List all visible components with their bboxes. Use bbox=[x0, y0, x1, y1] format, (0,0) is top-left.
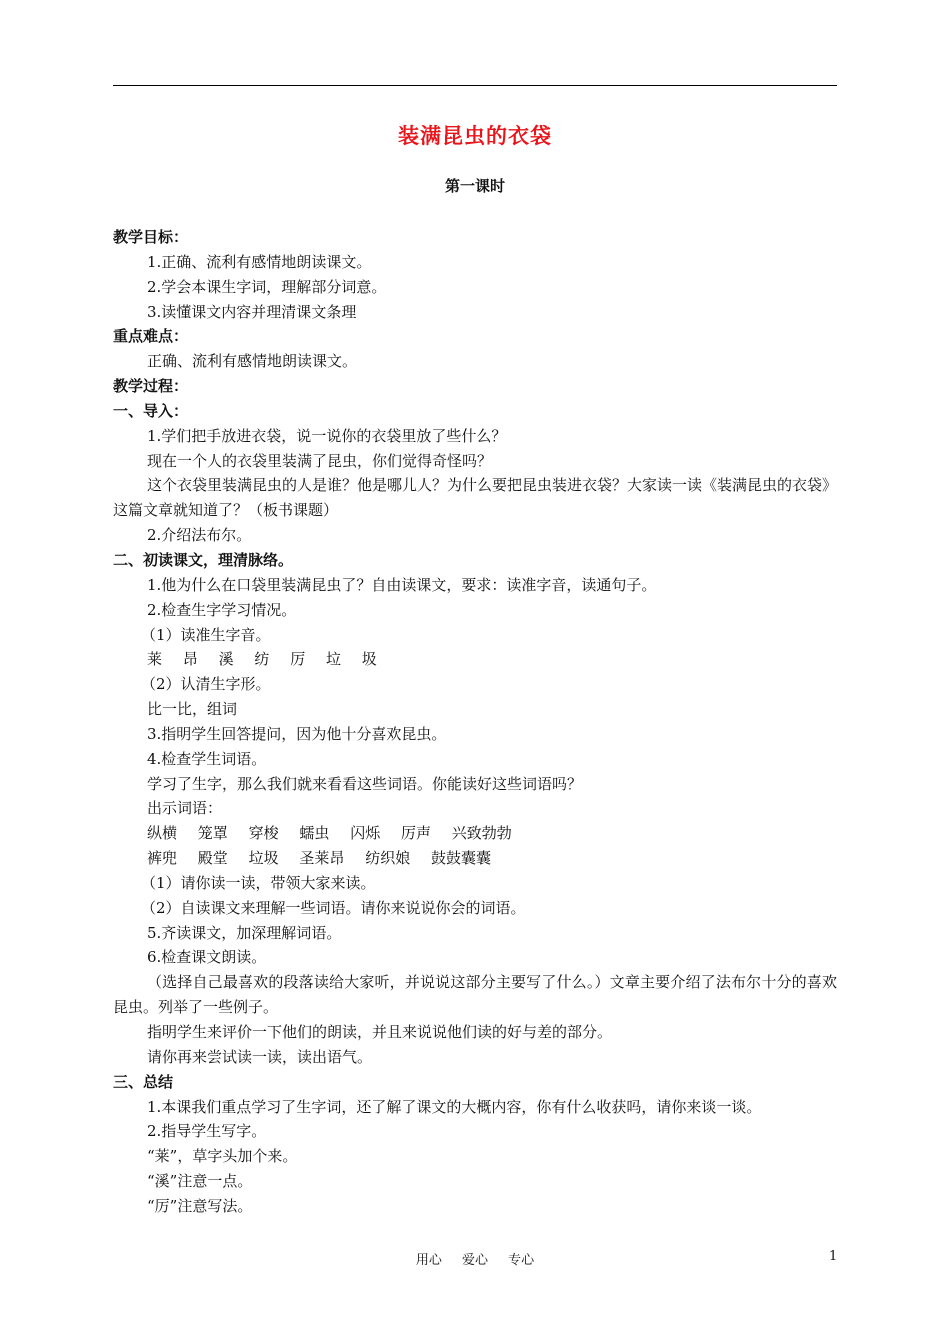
document-body bbox=[113, 225, 837, 1219]
paragraph-line: 现在一个人的衣袋里装满了昆虫，你们觉得奇怪吗？ bbox=[147, 451, 493, 470]
paragraph: （选择自己最喜欢的段落读给大家听，并说说这部分主要写了什么。）文章主要介绍了法布尔十分的喜欢昆虫。列举了一些例子。 bbox=[113, 973, 837, 1017]
footer-text: 用心 bbox=[415, 1253, 442, 1268]
footer-text: 专心 bbox=[508, 1253, 535, 1268]
character: 圾 bbox=[361, 650, 377, 669]
character: 莱 bbox=[147, 650, 163, 669]
paragraph-line: （2）自读课文来理解一些词语。请你来说说你会的词语。 bbox=[141, 898, 526, 917]
goal-item: 2.学会本课生字词，理解部分词意。 bbox=[147, 277, 387, 296]
vocabulary-word: 鼓鼓囊囊 bbox=[430, 849, 491, 868]
paragraph-line: 比一比，组词 bbox=[147, 700, 238, 719]
goal-item: 1.正确、流利有感情地朗读课文。 bbox=[147, 252, 372, 271]
vocabulary-word: 纵横 bbox=[147, 824, 178, 843]
character: 厉 bbox=[290, 650, 306, 669]
paragraph-line: （1）读准生字音。 bbox=[141, 625, 271, 644]
key-text: 正确、流利有感情地朗读课文。 bbox=[147, 352, 358, 371]
vocabulary-word: 垃圾 bbox=[248, 849, 279, 868]
paragraph-line: 1.他为什么在口袋里装满昆虫了？自由读课文，要求：读准字音，读通句子。 bbox=[147, 575, 657, 594]
footer-text: 爱心 bbox=[461, 1253, 488, 1268]
paragraph-line: 5.齐读课文，加深理解词语。 bbox=[147, 923, 342, 942]
vocabulary-word: 纺织娘 bbox=[365, 849, 411, 868]
vocabulary-word: 闪烁 bbox=[350, 824, 381, 843]
character-list bbox=[113, 647, 837, 672]
lesson-subtitle: 第一课时 bbox=[444, 177, 505, 195]
vocabulary-list bbox=[113, 846, 837, 871]
paragraph-line: “厉”注意写法。 bbox=[147, 1196, 253, 1215]
vocabulary-word: 蠕虫 bbox=[299, 824, 330, 843]
paragraph-line: 指明学生来评价一下他们的朗读，并且来说说他们读的好与差的部分。 bbox=[147, 1023, 613, 1041]
vocabulary-list bbox=[113, 821, 837, 846]
paragraph-line: 1.学们把手放进衣袋，说一说你的衣袋里放了些什么？ bbox=[147, 426, 507, 445]
page-footer bbox=[0, 1249, 950, 1268]
goal-item: 3.读懂课文内容并理清课文条理 bbox=[147, 302, 357, 321]
page-number: 1 bbox=[829, 1249, 838, 1264]
character: 垃 bbox=[325, 650, 341, 669]
character: 昂 bbox=[182, 650, 198, 669]
character: 溪 bbox=[218, 650, 234, 669]
goals-heading: 教学目标： bbox=[113, 228, 189, 246]
paragraph-line: 2.指导学生写字。 bbox=[147, 1122, 267, 1141]
document-title: 装满昆虫的衣袋 bbox=[398, 124, 552, 148]
vocabulary-word: 殿堂 bbox=[197, 849, 228, 868]
paragraph-line: 1.本课我们重点学习了生字词，还了解了课文的大概内容，你有什么收获吗，请你来谈一谈。 bbox=[147, 1097, 762, 1116]
paragraph-line: 2.检查生字学习情况。 bbox=[147, 600, 297, 619]
process-heading: 教学过程： bbox=[113, 377, 189, 396]
paragraph: 这个衣袋里装满昆虫的人是谁？他是哪儿人？为什么要把昆虫装进衣袋？大家读一读《装满昆虫的衣袋》这篇文章就知道了？（板书课题） bbox=[113, 476, 838, 520]
paragraph-line: （1）请你读一读，带领大家来读。 bbox=[141, 873, 376, 892]
section-3-heading: 三、总结 bbox=[113, 1072, 174, 1091]
paragraph-line: 6.检查课文朗读。 bbox=[147, 948, 267, 967]
vocabulary-word: 穿梭 bbox=[248, 824, 279, 843]
paragraph-line: 学习了生字，那么我们就来看看这些词语。你能读好这些词语吗？ bbox=[147, 774, 583, 793]
paragraph-line: 出示词语： bbox=[147, 799, 223, 818]
section-1-heading: 一、导入： bbox=[113, 401, 189, 420]
paragraph-line: “溪”注意一点。 bbox=[147, 1172, 253, 1191]
section-2-heading: 二、初读课文，理清脉络。 bbox=[113, 550, 294, 569]
vocabulary-word: 厉声 bbox=[400, 824, 431, 843]
paragraph-line: 4.检查学生词语。 bbox=[147, 749, 267, 768]
paragraph-line: “莱”，草字头加个来。 bbox=[147, 1147, 298, 1166]
vocabulary-word: 兴致勃勃 bbox=[451, 824, 512, 843]
vocabulary-word: 裤兜 bbox=[147, 849, 178, 868]
key-heading: 重点难点： bbox=[113, 327, 189, 346]
header-rule bbox=[113, 85, 837, 86]
paragraph-line: 2.介绍法布尔。 bbox=[147, 526, 252, 545]
paragraph-line: （2）认清生字形。 bbox=[141, 675, 271, 694]
paragraph-line: 3.指明学生回答提问，因为他十分喜欢昆虫。 bbox=[147, 724, 447, 743]
paragraph-line: 请你再来尝试读一读，读出语气。 bbox=[147, 1047, 373, 1066]
character: 纺 bbox=[254, 650, 270, 669]
vocabulary-word: 笼罩 bbox=[197, 824, 228, 843]
vocabulary-word: 圣莱昂 bbox=[299, 849, 345, 868]
